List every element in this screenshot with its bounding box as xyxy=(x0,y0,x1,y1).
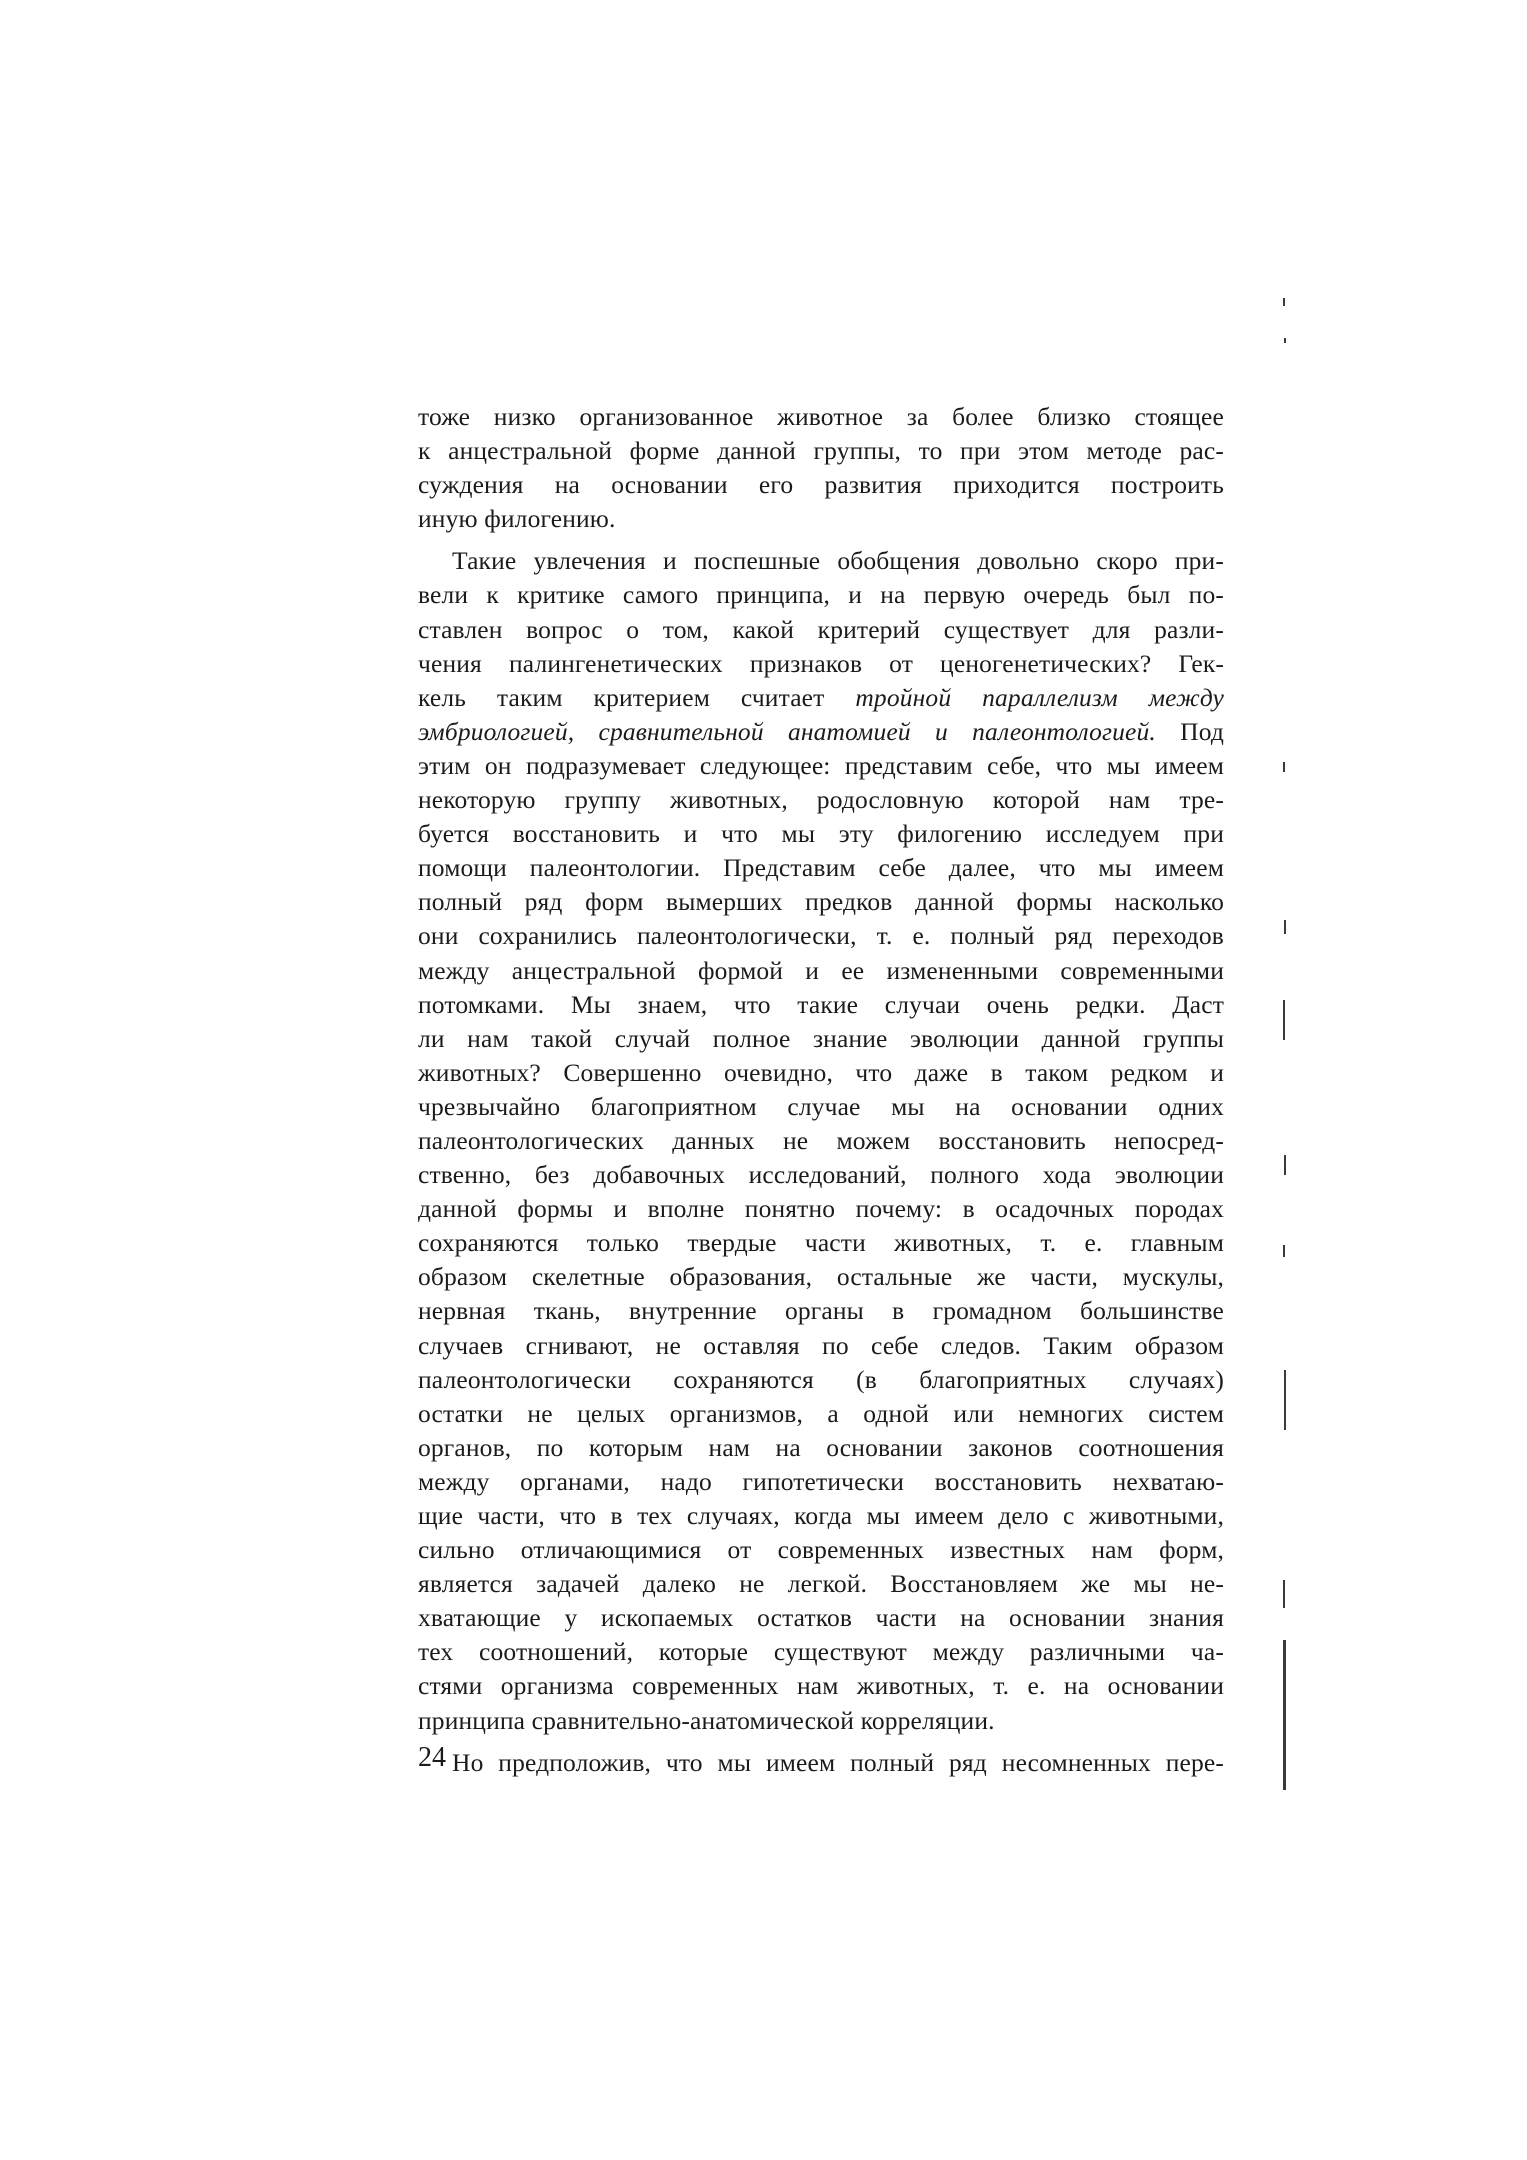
line-text: кель таким критерием считает xyxy=(418,682,856,712)
line-text: является задачей далеко не легкой. Восстановляем же мы не- xyxy=(418,1569,1224,1599)
line-text: образом скелетные образования, остальные же части, мускулы, xyxy=(418,1262,1224,1292)
line-text: ставлен вопрос о том, какой критерий существует для разли- xyxy=(418,614,1224,644)
line-text: полный ряд форм вымерших предков данной формы насколько xyxy=(418,887,1224,917)
line-text: вели к критике самого принципа, и на первую очередь был по- xyxy=(418,580,1224,610)
line-text: органов, по которым нам на основании законов соотношения xyxy=(418,1432,1224,1462)
text-line xyxy=(418,715,1224,749)
line-text: остатки не целых организмов, а одной или немногих систем xyxy=(418,1398,1224,1428)
line-text: тех соотношений, которые существуют между различными ча- xyxy=(418,1637,1224,1667)
scan-edge-mark xyxy=(1283,298,1285,306)
line-text: Такие увлечения и поспешные обобщения довольно скоро при- xyxy=(452,546,1224,576)
italic-text: эмбриологией, сравнительной анатомией и палеонтологией. xyxy=(418,716,1156,746)
text-line xyxy=(418,681,1224,715)
text-line xyxy=(418,1397,1224,1431)
text-line xyxy=(418,783,1224,817)
text-line xyxy=(418,919,1224,953)
scan-edge-mark xyxy=(1284,338,1286,343)
line-text: они сохранились палеонтологически, т. е. полный ряд переходов xyxy=(418,921,1224,951)
line-text: ли нам такой случай полное знание эволюции данной группы xyxy=(418,1023,1224,1053)
scan-edge-mark xyxy=(1283,1000,1285,1040)
scan-edge-mark xyxy=(1283,1580,1285,1608)
scan-edge-mark xyxy=(1284,920,1286,934)
text-line xyxy=(418,1056,1224,1090)
text-line xyxy=(418,749,1224,783)
text-line xyxy=(418,851,1224,885)
line-text: хватающие у ископаемых остатков части на основании знания xyxy=(418,1603,1224,1633)
scan-edge-mark xyxy=(1284,1155,1286,1175)
text-line xyxy=(418,613,1224,647)
line-text: принципа сравнительно-анатомической корреляции. xyxy=(418,1705,995,1735)
text-line xyxy=(418,1635,1224,1669)
text-line xyxy=(418,1499,1224,1533)
text-line xyxy=(418,1465,1224,1499)
text-line xyxy=(418,1601,1224,1635)
line-text: сильно отличающимися от современных известных нам форм, xyxy=(418,1535,1224,1565)
text-line xyxy=(418,544,1224,578)
scan-edge-mark xyxy=(1283,762,1285,772)
body-text xyxy=(418,400,1224,1780)
scan-edge-mark xyxy=(1284,1370,1286,1430)
text-line xyxy=(418,647,1224,681)
line-text: палеонтологически сохраняются (в благоприятных случаях) xyxy=(418,1364,1224,1394)
text-line xyxy=(418,1226,1224,1260)
text-line xyxy=(418,1329,1224,1363)
line-text: иную филогению. xyxy=(418,504,616,534)
text-line xyxy=(418,1431,1224,1465)
line-text: случаев сгнивают, не оставляя по себе следов. Таким образом xyxy=(418,1330,1224,1360)
line-text: чения палингенетических признаков от ценогенетических? Гек- xyxy=(418,648,1224,678)
line-text: чрезвычайно благоприятном случае мы на основании одних xyxy=(418,1091,1224,1121)
text-line xyxy=(418,817,1224,851)
text-line xyxy=(418,1363,1224,1397)
text-line xyxy=(418,1192,1224,1226)
text-line xyxy=(418,885,1224,919)
italic-text: тройной параллелизм между xyxy=(855,682,1224,712)
text-line xyxy=(418,1746,1224,1780)
line-text: некоторую группу животных, родословную которой нам тре- xyxy=(418,785,1224,815)
line-text: данной формы и вполне понятно почему: в осадочных породах xyxy=(418,1194,1224,1224)
line-text: стями организма современных нам животных, т. е. на основании xyxy=(418,1671,1224,1701)
page-number: 24 xyxy=(418,1742,446,1773)
text-line xyxy=(418,1124,1224,1158)
text-line xyxy=(418,1022,1224,1056)
text-line xyxy=(418,1567,1224,1601)
scan-edge-mark xyxy=(1283,1245,1285,1257)
line-text: потомками. Мы знаем, что такие случаи очень редки. Даст xyxy=(418,989,1224,1019)
text-line xyxy=(418,1294,1224,1328)
text-line xyxy=(418,502,1224,536)
line-text: щие части, что в тех случаях, когда мы имеем дело с животными, xyxy=(418,1501,1224,1530)
line-text: между органами, надо гипотетически восстановить нехватаю- xyxy=(418,1466,1224,1496)
text-line xyxy=(418,1533,1224,1567)
text-line xyxy=(418,578,1224,612)
line-text: Но предположив, что мы имеем полный ряд несомненных пере- xyxy=(452,1747,1224,1777)
line-text: буется восстановить и что мы эту филогению исследуем при xyxy=(418,819,1224,849)
line-text: сохраняются только твердые части животных, т. е. главным xyxy=(418,1228,1224,1258)
text-line xyxy=(418,1158,1224,1192)
line-text: суждения на основании его развития приходится построить xyxy=(418,470,1224,500)
line-text: между анцестральной формой и ее измененными современными xyxy=(418,955,1224,985)
line-text: этим он подразумевает следующее: представим себе, что мы имеем xyxy=(418,750,1224,780)
line-text: палеонтологических данных не можем восстановить непосред- xyxy=(418,1125,1224,1155)
text-line xyxy=(418,468,1224,502)
scan-edge-mark xyxy=(1283,1640,1286,1790)
text-line xyxy=(418,1704,1224,1738)
text-line xyxy=(418,1090,1224,1124)
text-line xyxy=(418,1669,1224,1703)
text-line xyxy=(418,1260,1224,1294)
line-text: помощи палеонтологии. Представим себе далее, что мы имеем xyxy=(418,853,1224,883)
line-text: нервная ткань, внутренние органы в громадном большинстве xyxy=(418,1296,1224,1326)
text-line xyxy=(418,434,1224,468)
line-text: животных? Совершенно очевидно, что даже в таком редком и xyxy=(418,1057,1224,1087)
text-line xyxy=(418,988,1224,1022)
line-text: к анцестральной форме данной группы, то при этом методе рас- xyxy=(418,436,1224,466)
text-line xyxy=(418,954,1224,988)
text-line xyxy=(418,400,1224,434)
line-text: тоже низко организованное животное за более близко стоящее xyxy=(418,402,1224,431)
line-text: Под xyxy=(1155,716,1224,746)
line-text: ственно, без добавочных исследований, полного хода эволюции xyxy=(418,1160,1224,1190)
